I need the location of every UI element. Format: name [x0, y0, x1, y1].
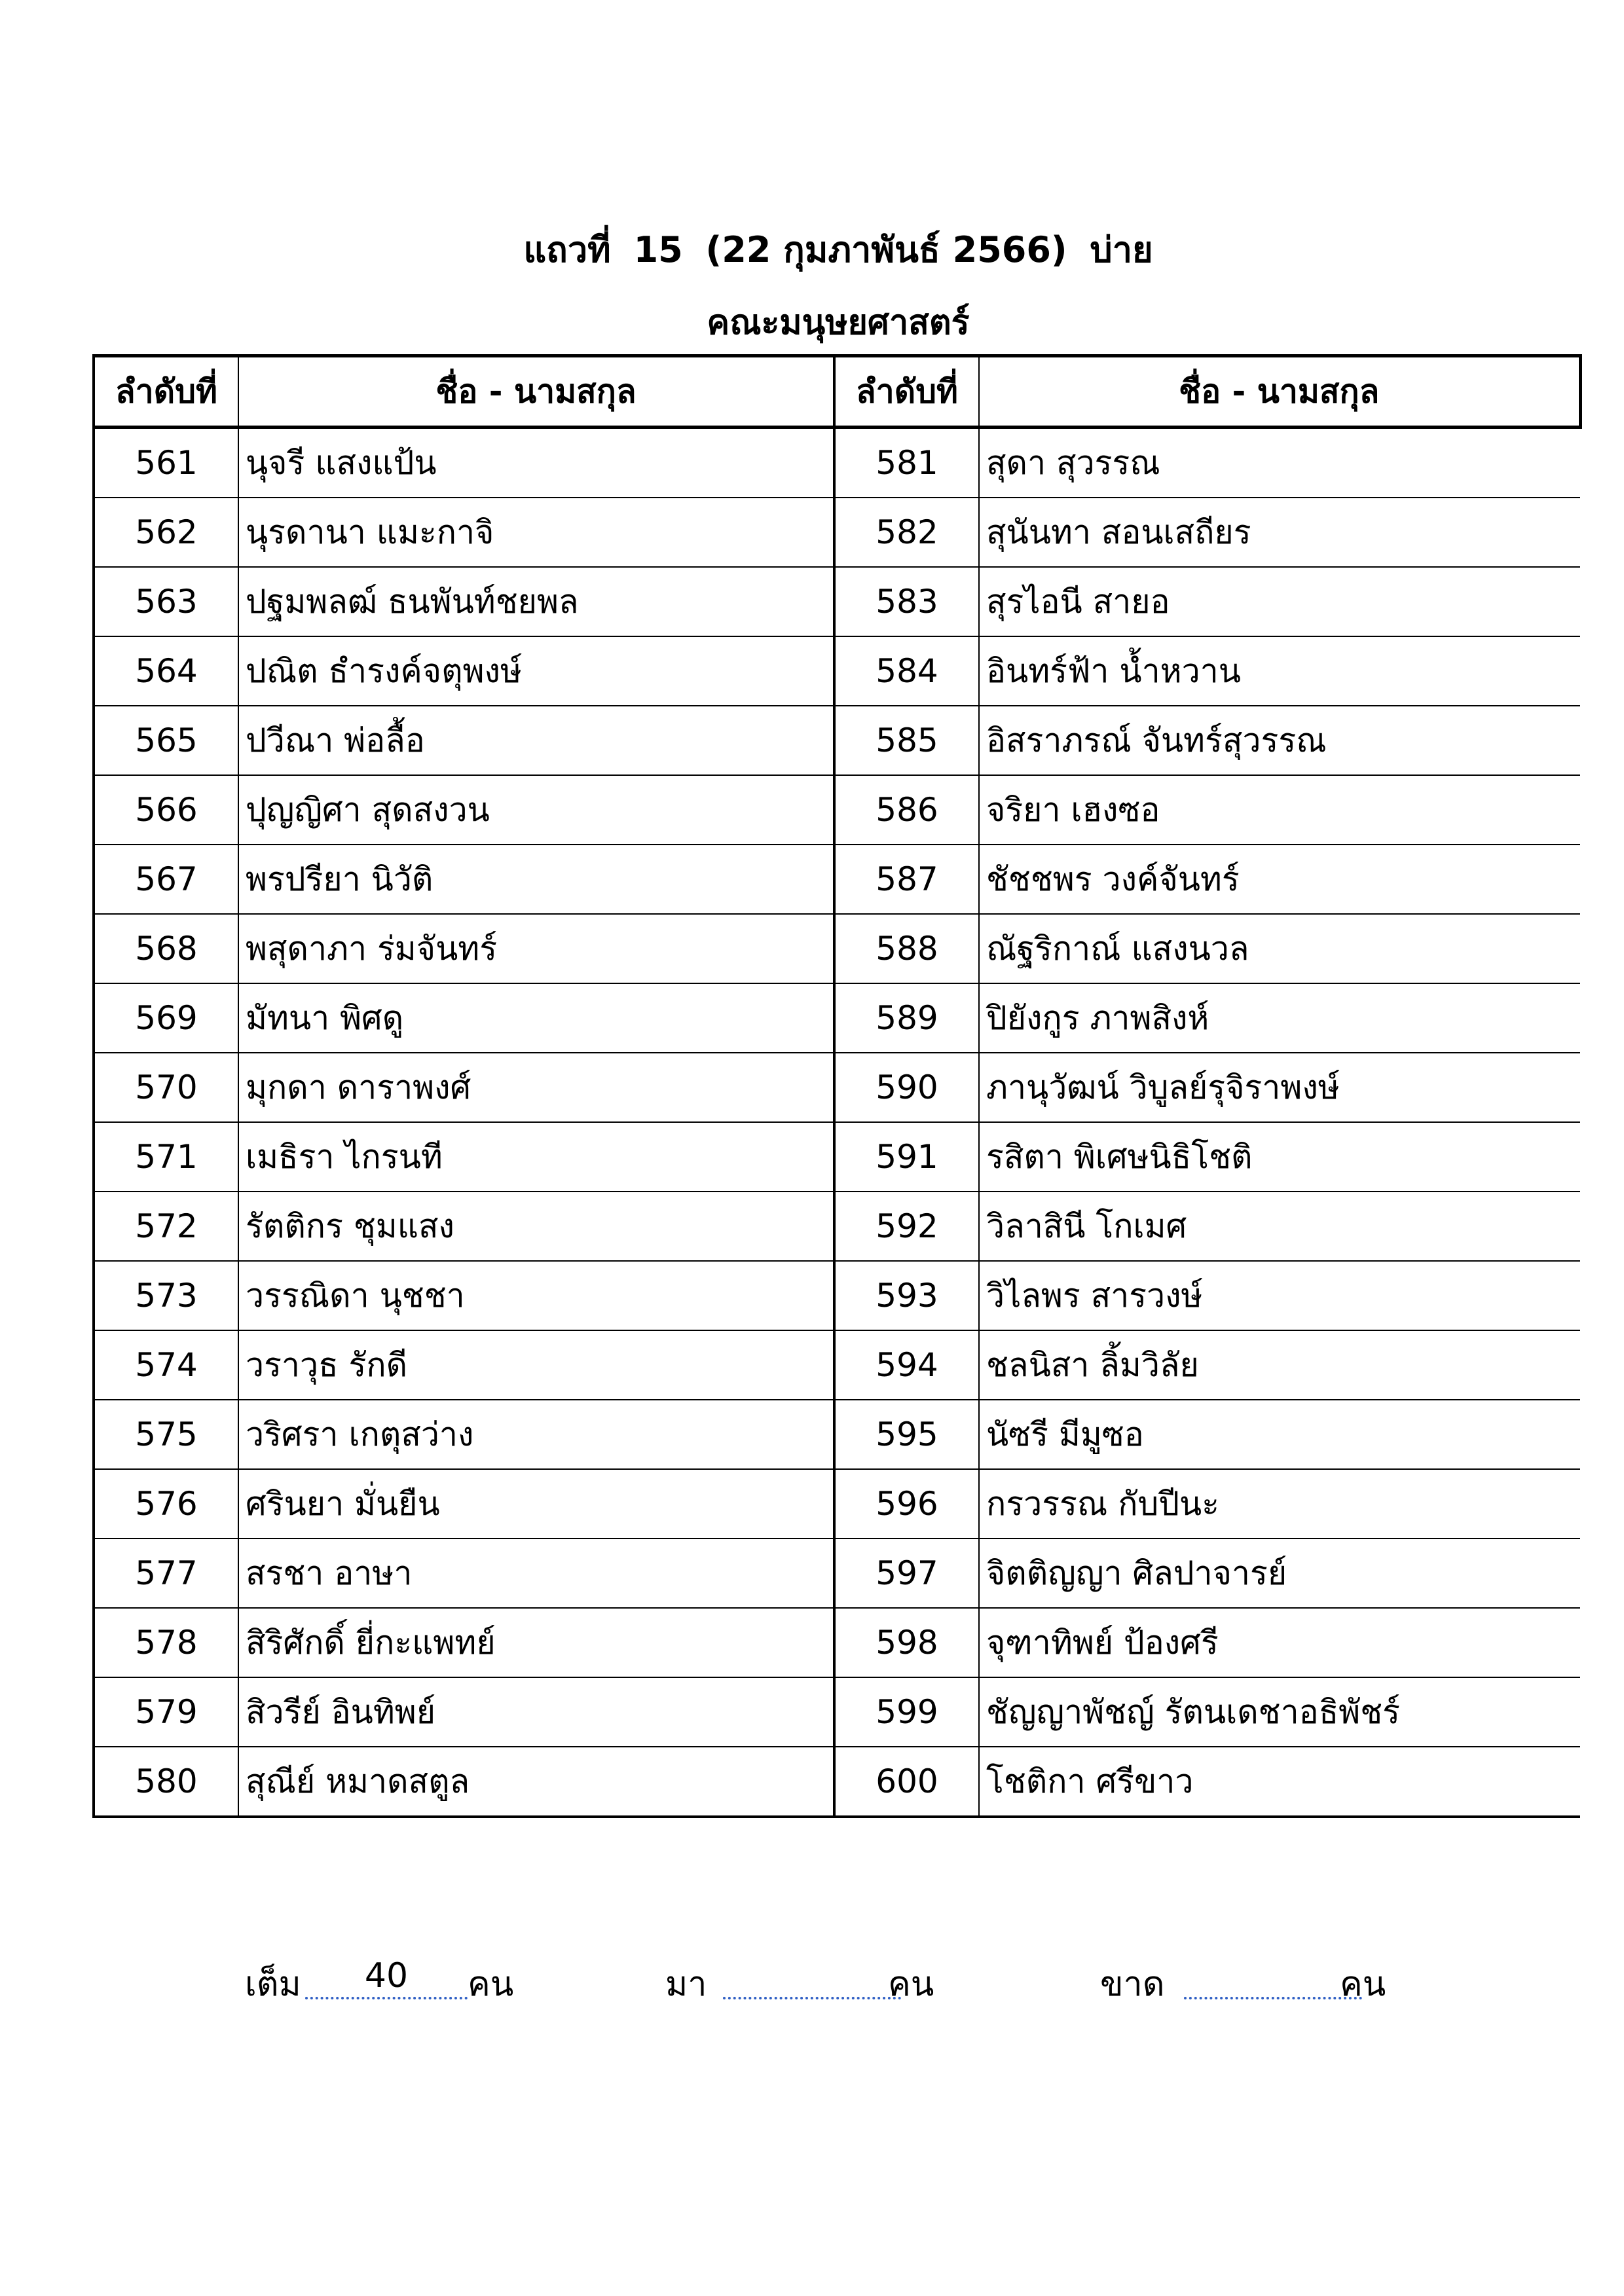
faculty-title: คณะมนุษยศาสตร์ [707, 303, 970, 342]
row-right-number: 581 [834, 428, 979, 498]
row-left-name: เมธิรา ไกรนที [238, 1122, 834, 1192]
row-left-number: 571 [94, 1122, 238, 1192]
present-unit: คน [888, 1965, 934, 2004]
present-label: มา [665, 1965, 707, 2004]
row-right-name: สุดา สุวรรณ [979, 428, 1580, 498]
row-left-name: วราวุธ รักดี [238, 1330, 834, 1400]
row-right-number: 586 [834, 775, 979, 845]
row-right-number: 593 [834, 1261, 979, 1330]
row-left-number: 562 [94, 498, 238, 567]
row-right-number: 585 [834, 706, 979, 775]
table-row [94, 1677, 1580, 1747]
row-left-number: 574 [94, 1330, 238, 1400]
row-right-name: กรวรรณ กับปีนะ [979, 1469, 1580, 1539]
row-right-number: 591 [834, 1122, 979, 1192]
row-left-name: ศรินยา มั่นยืน [238, 1469, 834, 1539]
row-right-name: สุนันทา สอนเสถียร [979, 498, 1580, 567]
row-right-number: 584 [834, 636, 979, 706]
table-row [94, 845, 1580, 914]
row-left-number: 561 [94, 428, 238, 498]
row-left-name: ปณิต ธำรงค์จตุพงษ์ [238, 636, 834, 706]
row-left-name: สรชา อาษา [238, 1539, 834, 1608]
row-left-number: 575 [94, 1400, 238, 1469]
row-left-name: วรรณิดา นุชชา [238, 1261, 834, 1330]
row-right-number: 594 [834, 1330, 979, 1400]
row-right-name: อินทร์ฟ้า น้ำหวาน [979, 636, 1580, 706]
row-left-name: มุกดา ดาราพงศ์ [238, 1053, 834, 1122]
row-right-name: รสิตา พิเศษนิธิโชติ [979, 1122, 1580, 1192]
table-row [94, 567, 1580, 636]
column-header-left-number: ลำดับที่ [94, 356, 238, 428]
table-row [94, 1469, 1580, 1539]
column-header-right-name: ชื่อ - นามสกุล [979, 356, 1580, 428]
row-left-number: 569 [94, 983, 238, 1053]
row-label: แถวที่ [523, 229, 611, 270]
row-left-number: 572 [94, 1192, 238, 1261]
row-left-name: พสุดาภา ร่มจันทร์ [238, 914, 834, 983]
row-left-number: 564 [94, 636, 238, 706]
table-row [94, 914, 1580, 983]
row-right-name: ปิยังกูร ภาพสิงห์ [979, 983, 1580, 1053]
row-right-number: 596 [834, 1469, 979, 1539]
column-header-right-number: ลำดับที่ [834, 356, 979, 428]
row-right-number: 590 [834, 1053, 979, 1122]
column-header-left-name: ชื่อ - นามสกุล [238, 356, 834, 428]
row-right-number: 595 [834, 1400, 979, 1469]
table-header-row [94, 356, 1580, 428]
row-number: 15 [633, 229, 683, 270]
row-left-number: 565 [94, 706, 238, 775]
row-right-number: 583 [834, 567, 979, 636]
table-row [94, 983, 1580, 1053]
row-right-name: ณัฐริกาณ์ แสงนวล [979, 914, 1580, 983]
row-left-number: 563 [94, 567, 238, 636]
row-right-name: อิสราภรณ์ จันทร์สุวรรณ [979, 706, 1580, 775]
row-left-number: 579 [94, 1677, 238, 1747]
exam-date: (22 กุมภาพันธ์ 2566) [705, 229, 1067, 270]
table-row [94, 498, 1580, 567]
table-row [94, 1192, 1580, 1261]
row-left-number: 580 [94, 1747, 238, 1817]
table-row [94, 1053, 1580, 1122]
row-left-name: พรปรียา นิวัติ [238, 845, 834, 914]
row-right-name: ภานุวัฒน์ วิบูลย์รุจิราพงษ์ [979, 1053, 1580, 1122]
row-left-name: สิวรีย์ อินทิพย์ [238, 1677, 834, 1747]
row-left-name: นุจรี แสงแป้น [238, 428, 834, 498]
row-left-name: รัตติกร ชุมแสง [238, 1192, 834, 1261]
table-row [94, 1400, 1580, 1469]
full-count: 40 [305, 1956, 468, 1999]
row-left-number: 566 [94, 775, 238, 845]
session-label: บ่าย [1090, 229, 1153, 270]
absent-label: ขาด [1100, 1965, 1165, 2004]
row-left-name: สิริศักดิ์ ยี่กะแพทย์ [238, 1608, 834, 1677]
row-left-name: มัทนา พิศดู [238, 983, 834, 1053]
row-right-number: 592 [834, 1192, 979, 1261]
absent-count-field[interactable] [1184, 1956, 1362, 1999]
table-row [94, 775, 1580, 845]
table-row [94, 636, 1580, 706]
row-right-number: 587 [834, 845, 979, 914]
row-right-name: ชัชชพร วงค์จันทร์ [979, 845, 1580, 914]
row-left-number: 576 [94, 1469, 238, 1539]
document-title [0, 221, 1624, 278]
attendance-summary [0, 1956, 1624, 2009]
row-right-number: 588 [834, 914, 979, 983]
row-right-number: 600 [834, 1747, 979, 1817]
row-right-name: วิลาสินี โกเมศ [979, 1192, 1580, 1261]
roster-body [94, 428, 1580, 1817]
row-left-number: 573 [94, 1261, 238, 1330]
full-unit: คน [468, 1965, 514, 2004]
row-left-number: 570 [94, 1053, 238, 1122]
table-row [94, 1261, 1580, 1330]
present-count-field[interactable] [723, 1956, 901, 1999]
table-row [94, 706, 1580, 775]
absent-unit: คน [1340, 1965, 1386, 2004]
row-right-number: 589 [834, 983, 979, 1053]
table-row [94, 428, 1580, 498]
row-right-name: นัซรี มีมูซอ [979, 1400, 1580, 1469]
row-left-name: วริศรา เกตุสว่าง [238, 1400, 834, 1469]
row-left-name: ปุญญิศา สุดสงวน [238, 775, 834, 845]
row-left-number: 568 [94, 914, 238, 983]
row-right-name: จิตติญญา ศิลปาจารย์ [979, 1539, 1580, 1608]
row-right-number: 597 [834, 1539, 979, 1608]
table-row [94, 1539, 1580, 1608]
row-right-number: 599 [834, 1677, 979, 1747]
table-row [94, 1608, 1580, 1677]
row-right-name: สุรไอนี สายอ [979, 567, 1580, 636]
row-left-name: สุณีย์ หมาดสตูล [238, 1747, 834, 1817]
row-right-number: 598 [834, 1608, 979, 1677]
row-right-number: 582 [834, 498, 979, 567]
row-left-name: นุรดานา แมะกาจิ [238, 498, 834, 567]
row-left-number: 577 [94, 1539, 238, 1608]
row-left-name: ปฐมพลฒ์ ธนพันท์ชยพล [238, 567, 834, 636]
full-label: เต็ม [245, 1965, 301, 2004]
table-row [94, 1122, 1580, 1192]
roster-table [92, 354, 1582, 1818]
row-left-name: ปวีณา พ่อลื้อ [238, 706, 834, 775]
table-row [94, 1747, 1580, 1817]
row-right-name: วิไลพร สารวงษ์ [979, 1261, 1580, 1330]
table-row [94, 1330, 1580, 1400]
row-right-name: โชติกา ศรีขาว [979, 1747, 1580, 1817]
row-right-name: จริยา เฮงซอ [979, 775, 1580, 845]
row-left-number: 567 [94, 845, 238, 914]
row-left-number: 578 [94, 1608, 238, 1677]
row-right-name: ชลนิสา ลิ้มวิลัย [979, 1330, 1580, 1400]
row-right-name: จุฑาทิพย์ ป้องศรี [979, 1608, 1580, 1677]
row-right-name: ชัญญาพัชญ์ รัตนเดชาอธิพัชร์ [979, 1677, 1580, 1747]
